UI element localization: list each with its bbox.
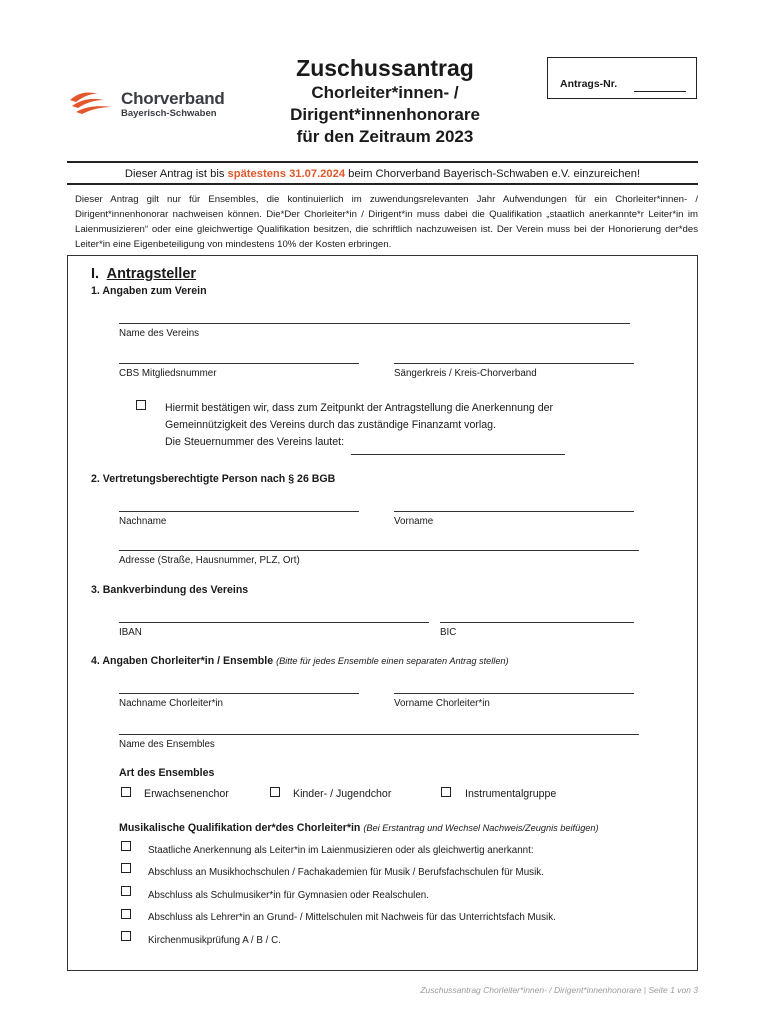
vertreter-vorname-label: Vorname	[394, 516, 434, 527]
qual-lehrer-checkbox[interactable]	[121, 909, 131, 919]
antrag-nr-field[interactable]	[634, 91, 686, 92]
section-number: I.	[91, 266, 100, 282]
subheading-chorleiter	[91, 655, 509, 667]
chorleiter-vorname-label: Vorname Chorleiter*in	[394, 698, 490, 709]
chorleiter-note: (Bitte für jedes Ensemble einen separaten Antrag stellen)	[276, 656, 509, 666]
bic-field[interactable]	[440, 622, 634, 623]
vereinsname-field[interactable]	[119, 323, 630, 324]
logo-region: Bayerisch-Schwaben	[121, 108, 217, 119]
adresse-field[interactable]	[119, 550, 639, 551]
steuernummer-field[interactable]	[351, 454, 565, 455]
qual-schulmusiker-label: Abschluss als Schulmusiker*in für Gymnasien oder Realschulen.	[148, 890, 429, 901]
cbs-nummer-label: CBS Mitgliedsnummer	[119, 368, 217, 379]
qual-lehrer-label: Abschluss als Lehrer*in an Grund- / Mittelschulen mit Nachweis für das Unterrichtsfach Musik.	[148, 912, 556, 923]
deadline-text-before: Dieser Antrag ist bis	[124, 168, 228, 180]
gemeinnuetzigkeit-checkbox[interactable]	[136, 400, 146, 410]
page-title: Zuschussantrag	[296, 55, 474, 81]
confirm-text-2: Gemeinnützigkeit des Vereins durch das zuständige Finanzamt vorlag.	[165, 419, 496, 431]
chorleiter-vorname-field[interactable]	[394, 693, 634, 694]
qual-staatlich-label: Staatliche Anerkennung als Leiter*in im Laienmusizieren oder als gleichwertig anerkannt:	[148, 845, 534, 856]
qualifikation-title: Musikalische Qualifikation der*des Chorleiter*in	[119, 822, 361, 834]
subheading-bank: 3. Bankverbindung des Vereins	[91, 584, 249, 596]
chorverband-logo-icon	[68, 88, 118, 114]
confirm-text-1: Hiermit bestätigen wir, dass zum Zeitpunkt der Antragstellung die Anerkennung der	[165, 402, 554, 414]
qual-kirchenmusik-label: Kirchenmusikprüfung A / B / C.	[148, 935, 281, 946]
qual-schulmusiker-checkbox[interactable]	[121, 886, 131, 896]
qual-staatlich-checkbox[interactable]	[121, 841, 131, 851]
vertreter-nachname-field[interactable]	[119, 511, 359, 512]
cbs-nummer-field[interactable]	[119, 363, 359, 364]
divider-bottom	[67, 183, 698, 185]
erwachsenenchor-checkbox[interactable]	[121, 787, 131, 797]
steuernummer-label: Die Steuernummer des Vereins lautet:	[165, 436, 345, 448]
logo-name: Chorverband	[121, 89, 225, 108]
art-ensemble-heading: Art des Ensembles	[119, 767, 215, 779]
antrag-nr-label: Antrags-Nr.	[560, 78, 618, 90]
deadline-date: spätestens 31.07.2024	[227, 168, 346, 180]
subtitle-line-3: für den Zeitraum 2023	[296, 127, 474, 146]
saengerkreis-label: Sängerkreis / Kreis-Chorverband	[394, 368, 537, 379]
divider-top	[67, 161, 698, 163]
qual-kirchenmusik-checkbox[interactable]	[121, 931, 131, 941]
instrumentalgruppe-checkbox[interactable]	[441, 787, 451, 797]
qualifikation-note: (Bei Erstantrag und Wechsel Nachweis/Zeugnis beifügen)	[363, 823, 599, 833]
chorleiter-title: 4. Angaben Chorleiter*in / Ensemble	[91, 655, 274, 667]
subheading-verein: 1. Angaben zum Verein	[91, 285, 207, 297]
page-footer: Zuschussantrag Chorleiter*innen- / Dirigent*innenhonorare | Seite 1 von 3	[420, 985, 698, 995]
qualifikation-heading	[119, 822, 599, 834]
iban-field[interactable]	[119, 622, 429, 623]
vertreter-nachname-label: Nachname	[119, 516, 167, 527]
instrumentalgruppe-label: Instrumentalgruppe	[465, 788, 557, 800]
section-title: Antragsteller	[106, 266, 197, 282]
bic-label: BIC	[440, 627, 457, 638]
qual-hochschule-checkbox[interactable]	[121, 863, 131, 873]
ensemble-name-field[interactable]	[119, 734, 639, 735]
subtitle-line-2: Dirigent*innenhonorare	[290, 105, 480, 124]
chorleiter-nachname-label: Nachname Chorleiter*in	[119, 698, 224, 709]
subtitle-line-1: Chorleiter*innen- /	[311, 83, 459, 102]
vereinsname-label: Name des Vereins	[119, 328, 200, 339]
qual-hochschule-label: Abschluss an Musikhochschulen / Fachakademien für Musik / Berufsfachschulen für Musik.	[148, 867, 544, 878]
vertreter-vorname-field[interactable]	[394, 511, 634, 512]
jugendchor-label: Kinder- / Jugendchor	[293, 788, 392, 800]
saengerkreis-field[interactable]	[394, 363, 634, 364]
ensemble-name-label: Name des Ensembles	[119, 739, 215, 750]
deadline-notice	[67, 168, 698, 180]
chorleiter-nachname-field[interactable]	[119, 693, 359, 694]
intro-paragraph: Dieser Antrag gilt nur für Ensembles, die kontinuierlich im zuwendungsrelevanten Jahr Aufwendungen für ein Chorleiter*innen- / Dirigent*innenhonorar nachweisen können. Die*Der Chorleiter*in / Dirigent*in muss dabei die Qualifikation „staatlich anerkannte*r Leiter*in im Laienmusizieren“ oder eine gleichwertige Qualifikation besitzen, die schriftlich nachzuweisen ist. Der Verein muss bei der Honorierung der*des Leiter*in eine Eigenbeteiligung von mindestens 10% der Kosten erbringen.	[75, 194, 698, 250]
erwachsenenchor-label: Erwachsenenchor	[144, 788, 229, 800]
subheading-vertretung: 2. Vertretungsberechtigte Person nach § 26 BGB	[91, 473, 336, 485]
section-heading	[91, 266, 196, 282]
jugendchor-checkbox[interactable]	[270, 787, 280, 797]
deadline-text-after: beim Chorverband Bayerisch-Schwaben e.V. einzureichen!	[345, 168, 641, 180]
iban-label: IBAN	[119, 627, 142, 638]
adresse-label: Adresse (Straße, Hausnummer, PLZ, Ort)	[119, 555, 300, 566]
